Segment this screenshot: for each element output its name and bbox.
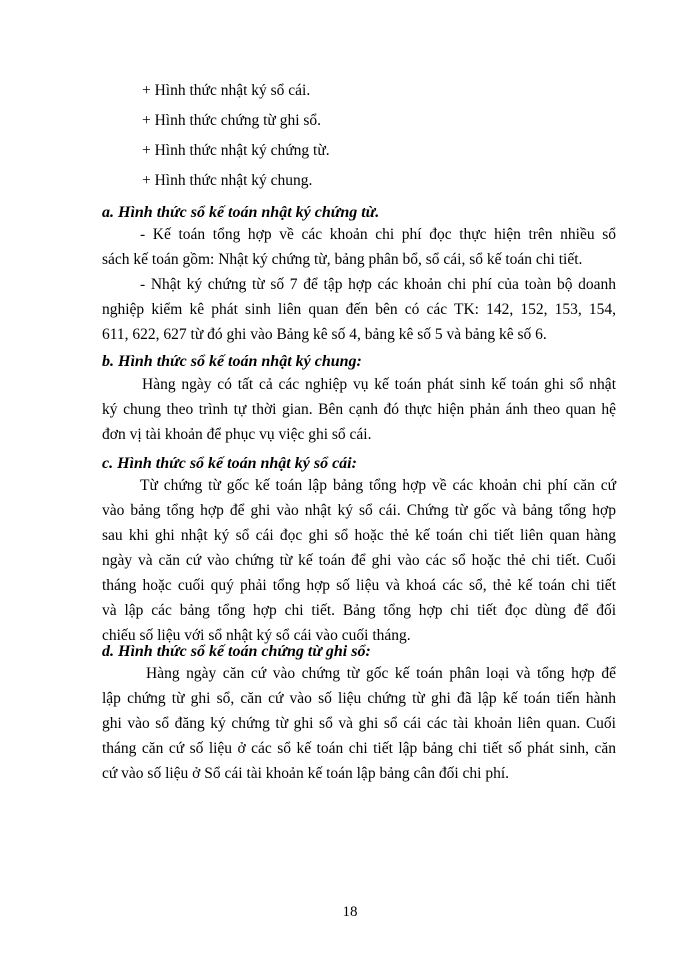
paragraph-line: chiếu số liệu với sổ nhật ký sổ cái vào cuối tháng. (102, 627, 411, 644)
paragraph-line: ký chung theo trình tự thời gian. Bên cạnh đó thực hiện phản ánh theo quan hệ (102, 401, 616, 418)
paragraph (102, 272, 616, 347)
list-item: + Hình thức chứng từ ghi sổ. (142, 112, 322, 129)
paragraph-line: sách kế toán gồm: Nhật ký chứng từ, bảng phân bổ, sổ cái, sổ kế toán chi tiết. (102, 251, 583, 268)
paragraph-line: - Kế toán tổng hợp về các khoản chi phí đọc thực hiện trên nhiều sổ (140, 226, 616, 243)
page-number: 18 (342, 904, 358, 920)
paragraph (102, 661, 616, 786)
section-heading-b: b. Hình thức sổ kế toán nhật ký chung: (102, 353, 362, 370)
list-item: + Hình thức nhật ký sổ cái. (142, 82, 311, 99)
paragraph-line: và lập các bảng tổng hợp chi tiết. Bảng tổng hợp chi tiết đọc dùng để đối (102, 602, 616, 619)
paragraph (102, 473, 616, 648)
paragraph-line: Hàng ngày có tất cả các nghiệp vụ kế toán phát sinh kế toán ghi sổ nhật (142, 376, 616, 393)
paragraph-line: - Nhật ký chứng từ số 7 để tập hợp các khoản chi phí của toàn bộ doanh (140, 276, 616, 293)
paragraph-line: vào bảng tổng hợp để ghi vào nhật ký sổ cái. Chứng từ gốc và bảng tổng hợp (102, 502, 616, 519)
paragraph-line: Từ chứng từ gốc kế toán lập bảng tổng hợp về các khoản chi phí căn cứ (140, 477, 616, 494)
list-item: + Hình thức nhật ký chứng từ. (142, 142, 330, 159)
section-heading-a: a. Hình thức sổ kế toán nhật ký chứng từ. (102, 204, 380, 221)
paragraph-line: đơn vị tài khoản để phục vụ việc ghi sổ cái. (102, 426, 372, 443)
paragraph-line: tháng căn cứ số liệu ở các sổ kế toán chi tiết lập bảng chi tiết số phát sinh, căn (102, 740, 616, 757)
paragraph-line: Hàng ngày căn cứ vào chứng từ gốc kế toán phân loại và tổng hợp để (146, 665, 616, 682)
paragraph-line: ngày và căn cứ vào chứng từ kế toán để ghi vào các sổ hoặc thẻ chi tiết. Cuối (102, 552, 616, 569)
list-item: + Hình thức nhật ký chung. (142, 172, 313, 189)
paragraph (102, 372, 616, 447)
paragraph-line: cứ vào số liệu ở Sổ cái tài khoản kế toán lập bảng cân đối chi phí. (102, 765, 510, 782)
paragraph-line: ghi vào sổ đăng ký chứng từ ghi sổ và ghi sổ cái các tài khoản liên quan. Cuối (102, 715, 616, 732)
paragraph-line: nghiệp kiểm kê phát sinh liên quan đến bên có các TK: 142, 152, 153, 154, (102, 301, 616, 318)
paragraph-line: tháng hoặc cuối quý phải tổng hợp số liệu và khoá các sổ, thẻ kế toán chi tiết (102, 577, 616, 594)
paragraph-line: lập chứng từ ghi sổ, căn cứ vào số liệu chứng từ ghi đã lập kế toán tiến hành (102, 690, 616, 707)
section-heading-c: c. Hình thức sổ kế toán nhật ký sổ cái: (102, 455, 357, 472)
paragraph-line: 611, 622, 627 từ đó ghi vào Bảng kê số 4, bảng kê số 5 và bảng kê số 6. (102, 326, 547, 343)
section-heading-d: d. Hình thức sổ kế toán chứng từ ghi sổ: (102, 643, 371, 660)
paragraph (102, 222, 616, 272)
paragraph-line: sau khi ghi nhật ký sổ cái đọc ghi sổ hoặc thẻ kế toán chi tiết liên quan hàng (102, 527, 616, 544)
